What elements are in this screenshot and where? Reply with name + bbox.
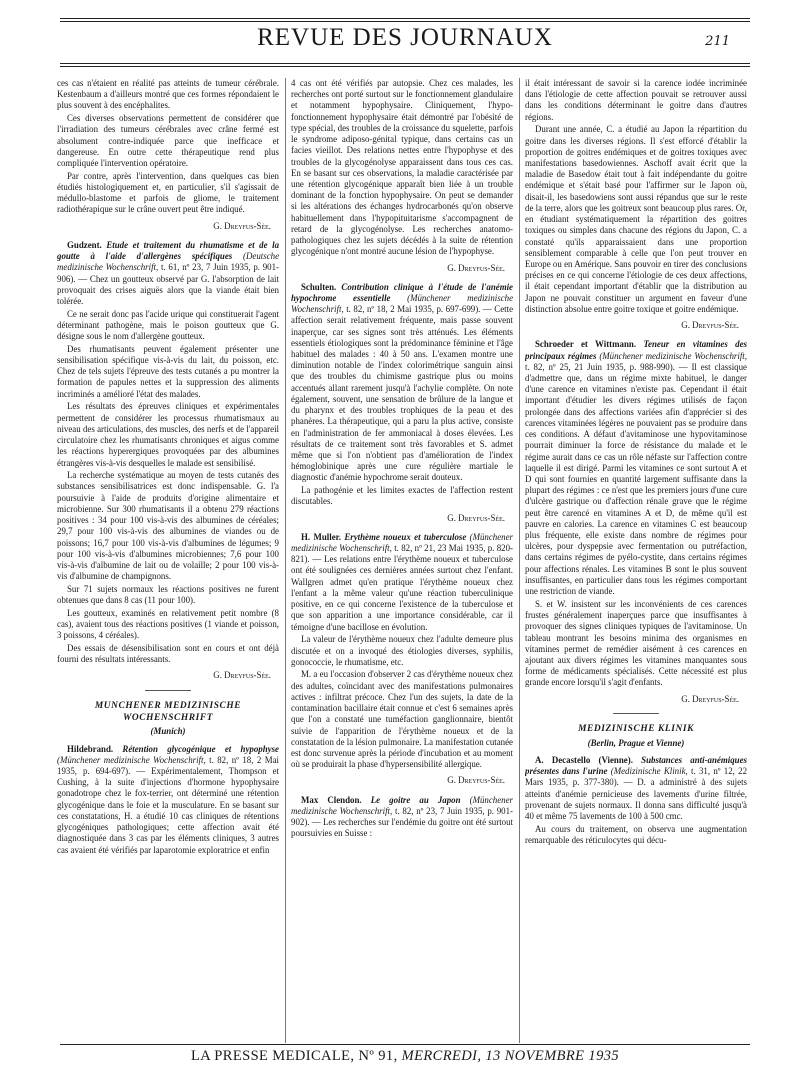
footer-journal: LA PRESSE MEDICALE, bbox=[190, 1048, 355, 1064]
page-header bbox=[60, 14, 750, 64]
page-number: 211 bbox=[705, 34, 730, 49]
header-bottom-rule-inner bbox=[60, 66, 750, 67]
article-reference: t. 31, nº 12, 22 Mars 1935, p. 377-380). — D. a administré à des sujets atteints d'anémie pernicieuse des lavements d'urine filtrée, provenant de sujets normaux. Il donna sans difficulté jusqu'à 40 et même 75 lavements de 100 à 500 cmc. bbox=[525, 766, 747, 821]
footer-rule bbox=[60, 1044, 750, 1045]
footer-date: MERCREDI, 13 NOVEMBRE 1935 bbox=[401, 1048, 620, 1064]
signature: G. Dreyfus-Sée. bbox=[213, 670, 271, 681]
article-journal: (Münchener medizinische Wochenschrift, bbox=[291, 292, 513, 315]
signature: G. Dreyfus-Sée. bbox=[447, 512, 505, 523]
article-heading bbox=[291, 795, 513, 840]
column-separator bbox=[285, 78, 286, 1043]
section-divider bbox=[145, 690, 191, 691]
article-title: Rétention glycogénique et hypophyse bbox=[122, 743, 279, 754]
article-reference: t. 82, nº 23, 7 Juin 1935, p. 901-902). — Les recherches sur l'endémie du goitre ont été surtout poursuivies en Suisse : bbox=[291, 805, 513, 839]
section-divider bbox=[613, 713, 659, 714]
article-journal: (Münchener medizinische Wochenschrift, bbox=[291, 794, 513, 816]
article-reference: t. 82, nº 21, 23 Mai 1935, p. 820-821). — Les relations entre l'érythème noueux et tuberculose ont été soulignées ces dernières années surtout chez l'enfant. Wallgren admet qu'en pratique l'érythème noueux chez l'enfant a la même valeur qu'une réaction tuberculinique positive, en ce qui concerne l'existence de la tuberculose et que son apparition a une importance considérable, car il témoigne d'une bacillose en évolution. bbox=[291, 543, 513, 632]
paragraph: Au cours du traitement, on observa une augmentation remarquable des réticulocytes qui décu- bbox=[525, 823, 747, 845]
paragraph: Sur 71 sujets normaux les réactions positives ne furent obtenues que dans 8 cas (11 pour 100). bbox=[57, 583, 279, 606]
column-1 bbox=[57, 78, 279, 1043]
article-heading bbox=[291, 282, 513, 484]
article-heading bbox=[525, 339, 747, 597]
paragraph: Par contre, après l'intervention, dans quelques cas bien étudiés histologiquement et, en particulier, s'il s'agissait de médullo-blastome et parfois de gliome, le traitement radiothérapique sur le crâne ouvert peut être indiqué. bbox=[57, 170, 279, 215]
article-journal: (Münchener medizinische Wochenschrift, bbox=[57, 754, 206, 765]
paragraph: La valeur de l'érythème noueux chez l'adulte demeure plus discutée et on a invoqué des étiologies diverses, syphilis, gonococcie, le rhumatisme, etc. bbox=[291, 634, 513, 667]
article-title: Contribution clinique à l'étude de l'anémie hypochrome essentielle bbox=[291, 281, 513, 303]
paragraph: il était intéressant de savoir si la carence iodée incriminée dans l'étiologie de cette affection pouvait se retrouver aussi dans les conditions déterminant le goitre dans d'autres régions. bbox=[525, 78, 747, 122]
article-title: Erythème noueux et tuberculose bbox=[344, 531, 467, 542]
paragraph: Les résultats des épreuves cliniques et expérimentales permettent de considérer les processus rhumatismaux au niveau des articulations, des muscles, des nerfs et de l'appareil circulatoire chez les rhumatisants chroniques et aigus comme les réactions hyperergiques provoquées par des albumines étrangères vis-à-vis desquelles le malade est sensibilisé. bbox=[57, 401, 279, 468]
article-authors: Schulten. bbox=[301, 281, 337, 292]
article-title: Substances anti-anémiques présentes dans l'urine bbox=[525, 754, 747, 777]
signature: G. Dreyfus-Sée. bbox=[213, 220, 271, 231]
article-authors: Hildebrand. bbox=[67, 743, 114, 754]
signature: G. Dreyfus-Sée. bbox=[447, 775, 505, 786]
section-subtitle: (Berlin, Prague et Vienne) bbox=[587, 737, 685, 748]
article-authors: Schroeder et Wittmann. bbox=[535, 339, 637, 350]
section-title: MUNCHENER MEDIZINISCHE WOCHENSCHRIFT bbox=[94, 700, 242, 723]
article-journal: (Münchener medizinische Wochenschrift, bbox=[599, 350, 747, 361]
section-subtitle: (Munich) bbox=[150, 726, 186, 737]
article-title: Le goitre au Japon bbox=[370, 794, 461, 805]
article-reference: t. 82, nº 18, 2 Mai 1935, p. 697-699). — Cette affection serait relativement fréquente, mais passe souvent inaperçue, car ses signes sont très atténués. Les éléments essentiels étiologiques sont la prédominance féminine et l'âge habituel des malades : 40 à 50 ans. L'examen montre une diminution notable de l'index colorimétrique sanguin ainsi que des troubles du chimisme gastrique plus ou moins accentués allant rarement jusqu'à l'achylie complète. On note également, souvent, une sensation de brûlure de la langue et du pharynx et des troubles trophiques de la peau et des phanères. La thérapeutique, qui a paru la plus active, consiste en l'administration de fer ammoniacal à doses élevées. Les résultats de ce traitement sont très favorables et S. admet même que si l'on n'obtient pas d'amélioration de l'index hémoglobinique après une cure régulière martiale le diagnostic d'anémie hypochrome serait douteux. bbox=[291, 304, 513, 483]
article-heading bbox=[57, 240, 279, 307]
column-2 bbox=[291, 78, 513, 1043]
article-authors: Max Clendon. bbox=[301, 794, 362, 805]
paragraph: Ce ne serait donc pas l'acide urique qui constituerait l'agent déterminant pathogène, mais le poison goutteux que G. désigne sous le nom d'allergène goutteux. bbox=[57, 308, 279, 342]
signature: G. Dreyfus-Sée. bbox=[681, 320, 739, 331]
article-reference: t. 61, nº 23, 7 Juin 1935, p. 901-906). — Chez un goutteux observé par G. l'absorption de lait provoquait des crises aiguës alors que la viande était bien tolérée. bbox=[57, 262, 279, 306]
article-reference: t. 82, nº 25, 21 Juin 1935, p. 988-990). — Il est classique d'admettre que, dans un régime mixte habituel, le danger d'une carence en vitamines n'existe pas. Cependant il était important d'étudier les divers régimes utilisés de façon prolongée dans des affections variées afin d'apprécier si des carences vitaminées légères ne pouvaient pas se produire dans ces conditions. A défaut d'avitaminose une hypovitaminose pourrait diminuer la force de résistance du malade et le régime aurait dans ce cas un rôle néfaste sur l'affection contre laquelle il est dirigé. Parmi les vitamines ce sont surtout A et D qui sont fournies en quantité largement suffisante dans la plupart des régimes : ce n'est que les premiers jours d'une cure d'ulcère gastrique ou d'affection rénale grave que le régime peut être carencé en vitamines A et D, de même qu'il est pauvre en calories. La carence en vitamines C est beaucoup plus fréquente, elle existe dans nombre de régimes pour ulcères, pour dyspepsie avec fermentation ou putréfaction, dans certains régimes de pyélo-cystite, dans certains régimes pour affections rénales. Les vitamines B sont le plus souvent insuffisantes, en particulier dans tous les régimes comportant une restriction de viande. bbox=[525, 361, 747, 597]
signature: G. Dreyfus-Sée. bbox=[681, 693, 739, 704]
article-journal: (Deutsche medizinische Wochenschrift, bbox=[57, 251, 279, 273]
paragraph: S. et W. insistent sur les inconvénients de ces carences frustes généralement inaperçues parce que insuffisantes à provoquer des signes cliniques typiques de l'avitaminose. Un tableau montrant les besoins minima des organismes en vitamines permet de remédier aisément à ces carences en ajoutant aux divers régimes les vitamines manquantes sous forme de médicaments spécialisés. Cette nécessité est plus grande encore lorsqu'il s'agit d'enfants. bbox=[525, 598, 747, 688]
page-title: REVUE DES JOURNAUX bbox=[257, 24, 553, 51]
paragraph: Durant une année, C. a étudié au Japon la répartition du goitre dans les diverses régions. Il s'est efforcé d'établir la proportion de goitres endémiques et de goitres toxiques avec manifestations basedowiennes. Aschoff avait écrit que la maladie de Basedow était tout à fait indépendante du goitre endémique et s'était basé pour l'affirmer sur le Japon où, disait-il, les basedowiens sont aussi répandus que sur le reste de la terre, alors que les goitreux sont beaucoup plus rares. Or, en étudiant systématiquement la répartition des goitres toxiques ou simples dans chacune des régions du Japon, C. a constaté qu'ils apparaissaient dans une proportion sensiblement comparable à celle que l'on peut trouver en Europe ou en Amérique. Sans pouvoir en tirer des conclusions précises en ce qui concerne l'étiologie de ces deux affections, il était cependant important d'établir que la distribution au Japon ne pouvait constituer un argument en faveur d'une distinction absolue entre goitre toxique et goitre endémique. bbox=[525, 124, 747, 314]
paragraph: Ces diverses observations permettent de considérer que l'irradiation des tumeurs cérébrales avec crâne fermé est absolument contre-indiquée parce que inefficace et dangereuse. En outre cette thérapeutique rend plus compliquée l'intervention opératoire. bbox=[57, 113, 279, 169]
article-title: Teneur en vitamines des principaux régimes bbox=[525, 339, 747, 361]
paragraph: La pathogénie et les limites exactes de l'affection restent discutables. bbox=[291, 485, 513, 507]
article-authors: Gudzent. bbox=[67, 239, 102, 250]
paragraph: Des rhumatisants peuvent également présenter une sensibilisation spécifique vis-à-vis du lait, du poisson, etc. Chez de tels sujets l'épreuve des tests cutanés a pu montrer la formation de papules nettes et la suppression des aliments incriminés a amélioré l'état des malades. bbox=[57, 343, 279, 399]
paragraph: Des essais de désensibilisation sont en cours et ont déjà fourni des résultats intéressants. bbox=[57, 643, 279, 665]
column-3 bbox=[525, 78, 747, 1043]
paragraph: M. a eu l'occasion d'observer 2 cas d'érythème noueux chez des adultes, coïncidant avec des manifestations pulmonaires actives : infiltrat précoce. Chez l'un des sujets, la date de la contamination bacillaire était connue et c'est 6 semaines après que l'on a constaté une tuméfaction ganglionnaire, bientôt suivie de l'apparition de l'érythème noueux et de la constatation de la lésion pulmonaire. La manifestation cutanée est donc survenue après la période d'incubation et au moment où se produirait la phase d'hypersensibilité allergique. bbox=[291, 669, 513, 770]
article-title: Etude et traitement du rhumatisme et de la goutte à l'aide d'allergènes spécifiques bbox=[57, 239, 279, 262]
article-authors: A. Decastello (Vienne). bbox=[535, 754, 633, 765]
footer-number: Nº 91, bbox=[358, 1048, 398, 1064]
article-heading bbox=[525, 755, 747, 822]
article-heading bbox=[291, 532, 513, 633]
paragraph: 4 cas ont été vérifiés par autopsie. Chez ces malades, les recherches ont porté surtout sur le fonctionnement glandulaire et notamment hypophysaire. Cliniquement, l'hypo-fonctionnement hypophysaire était démontré par l'obésité de type spécial, des troubles de la croissance du squelette, parfois le syndrome adiposo-génital typique, dans certains cas un facies vieillot. Des relations nettes entre l'hypophyse et des troubles de la glycogénolyse apparaissent dans tous ces cas. En se basant sur ces observations, la maladie caractérisée par une rétention glycogénique apparaît bien liée à un trouble dominant de la fonction hypophysaire. On peut se demander si les altérations des échanges hydrocarbonés qu'on observe habituellement dans l'hypopituitarisme s'accompagnent de retard de la glycogénolyse. Les recherches anatomo-pathologiques chez les sujets décédés à la suite de rétention glycogénique n'ont montré aucune lésion de l'hypophyse. bbox=[291, 78, 513, 257]
section-title: MEDIZINISCHE KLINIK bbox=[578, 723, 694, 734]
article-journal: (Medizinische Klinik, bbox=[610, 766, 688, 777]
article-reference: t. 82, nº 18, 2 Mai 1935, p. 694-697). — Expérimentalement, Thompson et Cushing, à la suite d'injections d'hormone hypophysaire gonadotrope chez le fox-terrier, ont déterminé une rétention glycogénique dans le foie et la musculature. En se basant sur ces constatations, H. a étudié 10 cas cliniques de rétentions glycogéniques pathologiques; cette affection avait été diagnostiquée dans 3 cas par les éléments cliniques, 3 autres cas avaient été vérifiés par laparotomie exploratrice et enfin bbox=[57, 754, 279, 855]
article-authors: H. Muller. bbox=[301, 531, 341, 542]
header-bottom-rule bbox=[60, 63, 750, 64]
article-journal: (Münchener medizinische Wochenschrift, bbox=[291, 531, 513, 554]
signature: G. Dreyfus-Sée. bbox=[447, 262, 505, 273]
article-heading bbox=[57, 744, 279, 856]
paragraph: ces cas n'étaient en réalité pas atteints de tumeur cérébrale. Kestenbaum a d'ailleurs montré que ces formes répondaient le plus souvent à des encéphalites. bbox=[57, 78, 279, 111]
paragraph: Les goutteux, examinés en relativement petit nombre (8 cas), avaient tous des réactions positives (1 viande et poisson, 3 poissons, 4 céréales). bbox=[57, 607, 279, 641]
paragraph: La recherche systématique au moyen de tests cutanés des substances sensibilisatrices est donc indispensable. G. l'a poursuivie à l'aide de produits d'origine alimentaire et microbienne. Sur 300 rhumatisants il a obtenu 279 réactions positives : 34 pour 100 vis-à-vis des albumines de céréales; 29,7 pour 100 vis-à-vis des albumines de viandes ou de poissons; 16,7 pour 100 vis-à-vis d'albumines de légumes; 9 pour 100 vis-à-vis d'albumines microbiennes; 7,6 pour 100 vis-à-vis d'albumine de lait ou de volaille; 2 pour 100 vis-à-vis d'albumine de champignons. bbox=[57, 470, 279, 582]
page-footer bbox=[60, 1048, 750, 1065]
column-separator bbox=[519, 78, 520, 1043]
